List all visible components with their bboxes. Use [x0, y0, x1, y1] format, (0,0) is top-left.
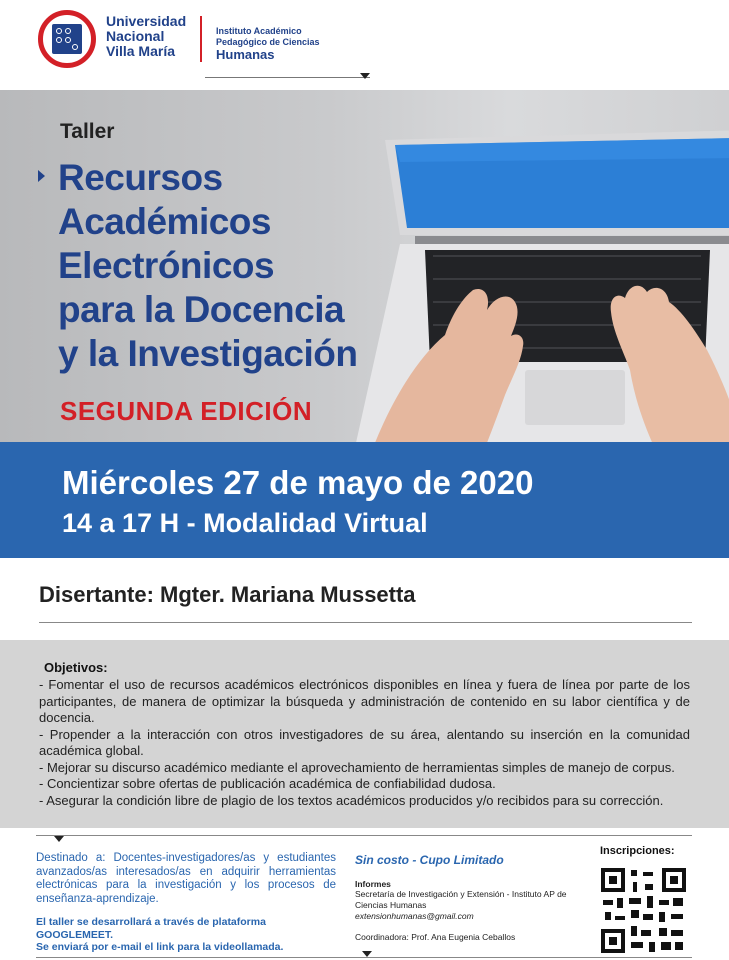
target-audience: Destinado a: Docentes-investigadores/as y estudiantes avanzados/as interesados/as en adquirir herramientas electrónicas para la investigación y los procesos de enseñanza-aprendizaje. — [36, 852, 336, 905]
speaker-divider — [39, 622, 692, 623]
event-type-label: Taller — [60, 120, 115, 143]
laptop-image — [345, 90, 729, 442]
triangle-down-icon — [360, 73, 370, 79]
coordinator: Coordinadora: Prof. Ana Eugenia Ceballos — [355, 932, 516, 942]
event-date: Miércoles 27 de mayo de 2020 — [62, 464, 534, 501]
institute-name-strong: Humanas — [216, 47, 275, 62]
objective-item: - Mejorar su discurso académico mediante el aprovechamiento de herramientas simples de manejo de corpus. — [39, 759, 675, 775]
university-name: Universidad Nacional Villa María — [106, 13, 187, 59]
objectives-section — [0, 640, 729, 828]
informes-label: Informes — [355, 879, 391, 889]
header — [0, 0, 729, 90]
footer-divider-bottom — [36, 957, 692, 958]
event-time-mode: 14 a 17 H - Modalidad Virtual — [62, 508, 428, 538]
triangle-down-icon — [54, 836, 64, 842]
header-rule — [205, 77, 370, 78]
objectives-heading: Objetivos: — [44, 660, 108, 675]
workshop-title: Recursos Académicos Electrónicos para la Docencia y la Investigación — [58, 157, 358, 374]
hero-banner — [0, 90, 729, 442]
triangle-down-icon — [362, 951, 372, 957]
registration-label: Inscripciones: — [600, 845, 675, 857]
objectives-list — [39, 677, 690, 809]
objective-item: - Fomentar el uso de recursos académicos electrónicos disponibles en línea y fuera de línea por parte de los participantes, de manera de optimizar la búsqueda y administración de contenido en su labor científica y de docencia. — [39, 677, 690, 725]
university-logo-mark — [52, 24, 82, 54]
contact-email[interactable]: extensionhumanas@gmail.com — [355, 911, 474, 921]
footer-divider-top — [36, 835, 692, 836]
objective-item: - Propender a la interacción con otros investigadores de su área, alentando su inserción en la comunidad académica global. — [39, 726, 690, 758]
qr-code-icon[interactable] — [601, 868, 686, 953]
triangle-right-icon — [38, 170, 45, 182]
edition-label: SEGUNDA EDICIÓN — [60, 396, 313, 426]
institute-name: Instituto Académico Pedagógico de Ciencias — [216, 26, 320, 47]
speaker: Disertante: Mgter. Mariana Mussetta — [39, 582, 416, 607]
objective-item: - Asegurar la condición libre de plagio de los textos académicos producidos y/o recibidos para su corrección. — [39, 792, 664, 808]
date-band — [0, 442, 729, 558]
objective-item: - Concientizar sobre ofertas de publicación académica de confiabilidad dudosa. — [39, 776, 496, 791]
secretaria-text: Secretaría de Investigación y Extensión - Instituto AP de Ciencias Humanas — [355, 889, 567, 910]
cost-label: Sin costo - Cupo Limitado — [355, 853, 504, 867]
platform-note: El taller se desarrollará a través de plataforma GOOGLEMEET. Se enviará por e-mail el link para la videollamada. — [36, 916, 284, 953]
header-divider — [200, 16, 202, 62]
